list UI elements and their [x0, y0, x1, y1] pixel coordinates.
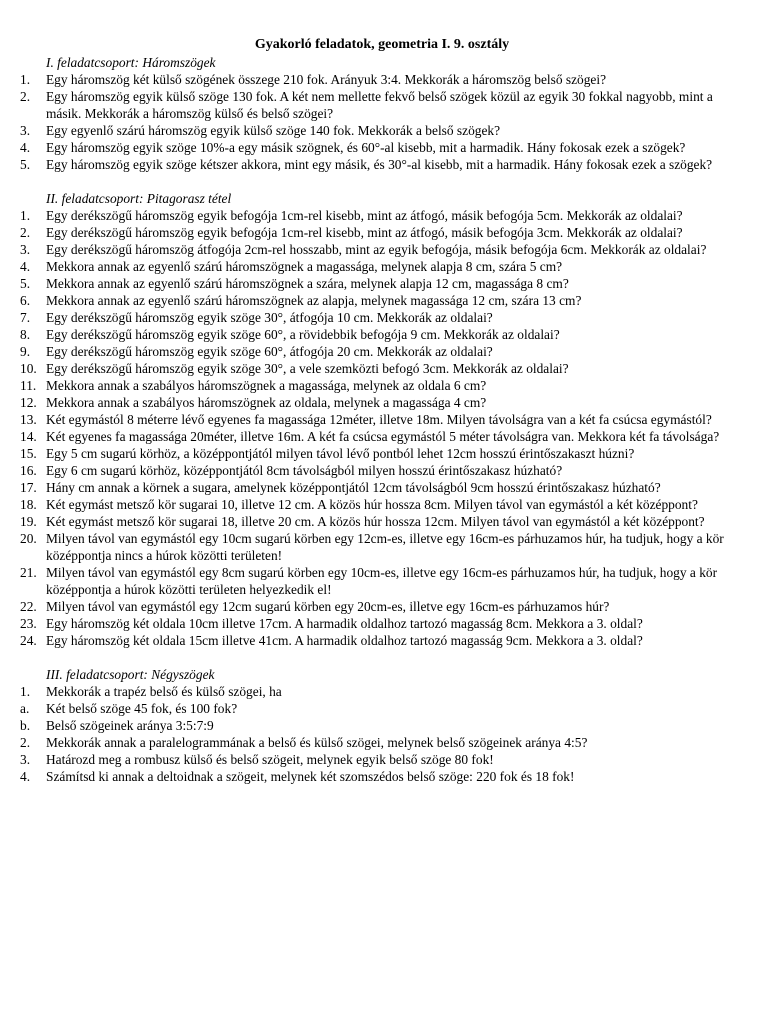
exercise-text: Milyen távol van egymástól egy 10cm sugarú körben egy 12cm-es, illetve egy 16cm-es párhuzamos húr, ha tudjuk, hogy a kör középpontja nincs a húrok közötti területen! — [46, 531, 724, 563]
exercise-text: Egy derékszögű háromszög egyik befogója 1cm-rel kisebb, mint az átfogó, másik befogója 3cm. Mekkorák az oldalai? — [46, 225, 683, 240]
exercise-item — [20, 360, 744, 377]
section-spacer — [20, 649, 744, 666]
exercise-number: b. — [20, 718, 31, 733]
exercise-number: 14. — [20, 429, 37, 444]
exercise-item — [20, 156, 744, 173]
exercise-text: Két egyenes fa magassága 20méter, illetve 16m. A két fa csúcsa egymástól 5 méter távolságra van. Mekkora két fa távolsága? — [46, 429, 720, 444]
exercise-list — [20, 71, 744, 173]
exercise-item — [20, 513, 744, 530]
exercise-number: 19. — [20, 514, 37, 529]
exercise-item — [20, 122, 744, 139]
exercise-item — [20, 717, 744, 734]
exercise-item — [20, 496, 744, 513]
exercise-number: a. — [20, 701, 30, 716]
exercise-text: Egy 5 cm sugarú körhöz, a középpontjától milyen távol lévő pontból lehet 12cm hosszú érintőszakaszt húzni? — [46, 446, 635, 461]
exercise-text: Mekkora annak az egyenlő szárú háromszögnek a szára, melynek alapja 12 cm, magassága 8 cm? — [46, 276, 569, 291]
exercise-number: 1. — [20, 208, 31, 223]
exercise-number: 23. — [20, 616, 37, 631]
exercise-text: Határozd meg a rombusz külső és belső szögeit, melynek egyik belső szöge 80 fok! — [46, 752, 494, 767]
exercise-number: 13. — [20, 412, 37, 427]
exercise-text: Egy derékszögű háromszög egyik szöge 60°, átfogója 20 cm. Mekkorák az oldalai? — [46, 344, 493, 359]
exercise-text: Egy háromszög egyik szöge kétszer akkora, mint egy másik, és 30°-al kisebb, mit a harmadik. Hány fokosak ezek a szögek? — [46, 157, 713, 172]
exercise-number: 2. — [20, 735, 31, 750]
exercise-text: Egy egyenlő szárú háromszög egyik külső szöge 140 fok. Mekkorák a belső szögek? — [46, 123, 501, 138]
exercise-number: 15. — [20, 446, 37, 461]
exercise-text: Mekkorák annak a paralelogrammának a belső és külső szögei, melynek belső szögeinek aránya 4:5? — [46, 735, 588, 750]
exercise-item — [20, 428, 744, 445]
exercise-number: 4. — [20, 140, 31, 155]
exercise-number: 3. — [20, 123, 31, 138]
sections-container — [20, 54, 744, 785]
exercise-text: Két belső szöge 45 fok, és 100 fok? — [46, 701, 238, 716]
section-heading: I. feladatcsoport: Háromszögek — [46, 55, 216, 70]
exercise-number: 2. — [20, 225, 31, 240]
exercise-number: 1. — [20, 72, 31, 87]
exercise-item — [20, 309, 744, 326]
exercise-item — [20, 751, 744, 768]
exercise-text: Mekkorák a trapéz belső és külső szögei, ha — [46, 684, 282, 699]
exercise-number: 11. — [20, 378, 37, 393]
exercise-number: 2. — [20, 89, 31, 104]
exercise-text: Két egymást metsző kör sugarai 18, illetve 20 cm. A közös húr hossza 12cm. Milyen távol van egymástól a két középpont? — [46, 514, 705, 529]
exercise-number: 4. — [20, 259, 31, 274]
exercise-text: Két egymást metsző kör sugarai 10, illetve 12 cm. A közös húr hossza 8cm. Milyen távol van egymástól a két középpont? — [46, 497, 698, 512]
exercise-section — [20, 666, 744, 785]
exercise-number: 5. — [20, 157, 31, 172]
exercise-item — [20, 734, 744, 751]
exercise-number: 8. — [20, 327, 31, 342]
exercise-number: 7. — [20, 310, 31, 325]
exercise-number: 5. — [20, 276, 31, 291]
exercise-list — [20, 207, 744, 649]
exercise-item — [20, 71, 744, 88]
exercise-text: Egy háromszög két oldala 15cm illetve 41cm. A harmadik oldalhoz tartozó magasság 9cm. Mekkora a 3. oldal? — [46, 633, 643, 648]
exercise-text: Mekkora annak az egyenlő szárú háromszögnek az alapja, melynek magassága 12 cm, szára 13 cm? — [46, 293, 582, 308]
exercise-number: 16. — [20, 463, 37, 478]
exercise-item — [20, 768, 744, 785]
exercise-list — [20, 683, 744, 785]
exercise-number: 18. — [20, 497, 37, 512]
exercise-item — [20, 224, 744, 241]
exercise-number: 21. — [20, 565, 37, 580]
exercise-item — [20, 275, 744, 292]
section-heading: III. feladatcsoport: Négyszögek — [46, 667, 215, 682]
exercise-text: Milyen távol van egymástól egy 8cm sugarú körben egy 10cm-es, illetve egy 16cm-es párhuzamos húr, ha tudjuk, hogy a kör középpontja a húrok közötti területen helyezkedik el! — [46, 565, 718, 597]
exercise-item — [20, 700, 744, 717]
exercise-item — [20, 479, 744, 496]
exercise-number: 9. — [20, 344, 31, 359]
exercise-text: Mekkora annak a szabályos háromszögnek a magassága, melynek az oldala 6 cm? — [46, 378, 487, 393]
exercise-item — [20, 411, 744, 428]
exercise-number: 20. — [20, 531, 37, 546]
exercise-item — [20, 241, 744, 258]
exercise-number: 4. — [20, 769, 31, 784]
exercise-text: Egy 6 cm sugarú körhöz, középpontjától 8cm távolságból milyen hosszú érintőszakasz húzható? — [46, 463, 563, 478]
exercise-item — [20, 377, 744, 394]
exercise-item — [20, 88, 744, 122]
exercise-item — [20, 292, 744, 309]
exercise-item — [20, 258, 744, 275]
exercise-item — [20, 683, 744, 700]
exercise-number: 1. — [20, 684, 31, 699]
exercise-text: Egy derékszögű háromszög egyik szöge 60°, a rövidebbik befogója 9 cm. Mekkorák az oldalai? — [46, 327, 560, 342]
exercise-text: Belső szögeinek aránya 3:5:7:9 — [46, 718, 214, 733]
exercise-text: Számítsd ki annak a deltoidnak a szögeit, melynek két szomszédos belső szöge: 220 fok és 18 fok! — [46, 769, 575, 784]
exercise-item — [20, 564, 744, 598]
exercise-number: 17. — [20, 480, 37, 495]
exercise-item — [20, 598, 744, 615]
exercise-text: Egy derékszögű háromszög egyik befogója 1cm-rel kisebb, mint az átfogó, másik befogója 5cm. Mekkorák az oldalai? — [46, 208, 683, 223]
exercise-number: 6. — [20, 293, 31, 308]
page-title: Gyakorló feladatok, geometria I. 9. osztály — [254, 37, 510, 52]
exercise-text: Egy derékszögű háromszög egyik szöge 30°, a vele szemközti befogó 3cm. Mekkorák az oldalai? — [46, 361, 569, 376]
exercise-item — [20, 326, 744, 343]
exercise-item — [20, 445, 744, 462]
section-heading: II. feladatcsoport: Pitagorasz tétel — [46, 191, 232, 206]
exercise-text: Egy derékszögű háromszög átfogója 2cm-rel hosszabb, mint az egyik befogója, másik befogója 6cm. Mekkorák az oldalai? — [46, 242, 707, 257]
exercise-text: Egy háromszög egyik szöge 10%-a egy másik szögnek, és 60°-al kisebb, mit a harmadik. Hány fokosak ezek a szögek? — [46, 140, 686, 155]
exercise-item — [20, 343, 744, 360]
exercise-section — [20, 54, 744, 173]
exercise-item — [20, 394, 744, 411]
exercise-item — [20, 530, 744, 564]
exercise-number: 12. — [20, 395, 37, 410]
exercise-item — [20, 632, 744, 649]
exercise-section — [20, 190, 744, 649]
exercise-number: 3. — [20, 242, 31, 257]
exercise-text: Egy háromszög két külső szögének összege 210 fok. Arányuk 3:4. Mekkorák a háromszög belső szögei? — [46, 72, 607, 87]
exercise-item — [20, 139, 744, 156]
exercise-item — [20, 207, 744, 224]
exercise-number: 3. — [20, 752, 31, 767]
exercise-text: Két egymástól 8 méterre lévő egyenes fa magassága 12méter, illetve 18m. Milyen távolságra van a két fa csúcsa egymástól? — [46, 412, 712, 427]
exercise-text: Hány cm annak a körnek a sugara, amelynek középpontjától 12cm távolságból 9cm hosszú érintőszakasz húzható? — [46, 480, 661, 495]
exercise-text: Egy háromszög két oldala 10cm illetve 17cm. A harmadik oldalhoz tartozó magasság 8cm. Mekkora a 3. oldal? — [46, 616, 643, 631]
exercise-item — [20, 615, 744, 632]
exercise-number: 24. — [20, 633, 37, 648]
exercise-text: Egy derékszögű háromszög egyik szöge 30°, átfogója 10 cm. Mekkorák az oldalai? — [46, 310, 493, 325]
exercise-text: Milyen távol van egymástól egy 12cm sugarú körben egy 20cm-es, illetve egy 16cm-es párhuzamos húr? — [46, 599, 610, 614]
exercise-number: 22. — [20, 599, 37, 614]
exercise-text: Mekkora annak a szabályos háromszögnek az oldala, melynek a magassága 4 cm? — [46, 395, 487, 410]
exercise-text: Egy háromszög egyik külső szöge 130 fok. A két nem mellette fekvő belső szögek közül az egyik 30 fokkal nagyobb, mint a másik. Mekkorák a háromszög külső és belső szögei? — [46, 89, 713, 121]
exercise-number: 10. — [20, 361, 37, 376]
exercise-item — [20, 462, 744, 479]
section-spacer — [20, 173, 744, 190]
exercise-text: Mekkora annak az egyenlő szárú háromszögnek a magassága, melynek alapja 8 cm, szára 5 cm? — [46, 259, 563, 274]
